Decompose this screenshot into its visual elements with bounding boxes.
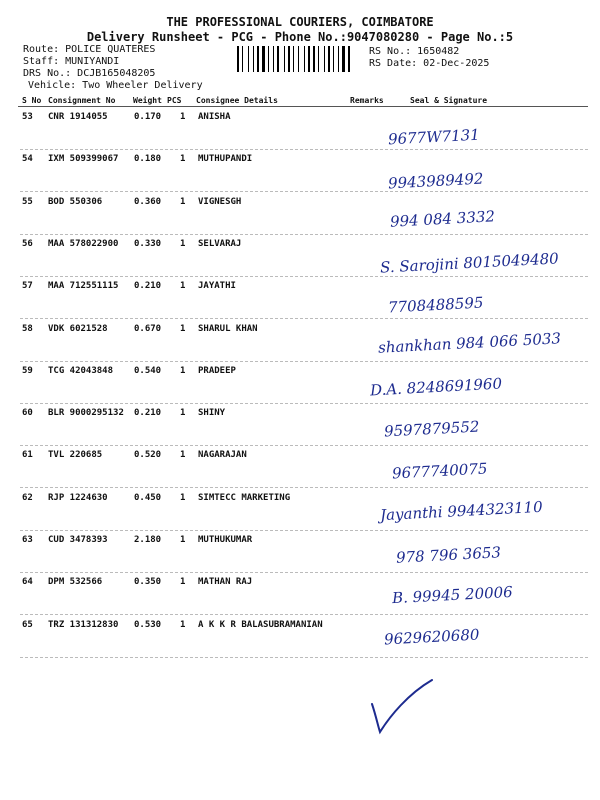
cell-weight: 0.210: [134, 408, 162, 419]
cell-consignee: PRADEEP: [198, 365, 236, 376]
cell-consignment: BLR 9000295132: [48, 408, 124, 419]
cell-pcs: 1: [180, 196, 186, 207]
cell-consignee: SHINY: [198, 408, 226, 419]
cell-consignee: JAYATHI: [198, 281, 236, 292]
handwritten-signature: D.A. 8248691960: [369, 374, 503, 400]
cell-sno: 53: [22, 112, 33, 122]
barcode-bar: [257, 46, 259, 72]
barcode-bar: [324, 46, 325, 72]
cell-sno: 62: [22, 492, 33, 503]
barcode-bar: [328, 46, 330, 72]
handwritten-signature: 9677W7131: [387, 125, 481, 149]
cell-consignment: MAA 578022900: [48, 238, 119, 249]
cell-weight: 0.520: [134, 450, 162, 461]
barcode-bar: [240, 46, 241, 72]
drs-number: DRS No.: DCJB165048205: [23, 68, 156, 79]
cell-consignee: SHARUL KHAN: [198, 323, 258, 334]
barcode-bar: [308, 46, 310, 72]
cell-weight: 0.670: [134, 323, 162, 334]
barcode-bar: [280, 46, 283, 72]
barcode-bar: [311, 46, 312, 72]
barcode-bar: [260, 46, 261, 72]
cell-consignee: NAGARAJAN: [198, 450, 247, 461]
cell-pcs: 1: [180, 577, 186, 588]
cell-consignment: DPM 532566: [48, 577, 103, 588]
barcode-bar: [250, 46, 252, 72]
table-row: [0, 277, 600, 319]
cell-sno: 54: [22, 154, 33, 165]
cell-sno: 59: [22, 365, 33, 376]
cell-weight: 0.450: [134, 492, 162, 503]
cell-consignee: SIMTECC MARKETING: [198, 492, 291, 503]
cell-sno: 63: [22, 535, 33, 545]
barcode-bar: [262, 46, 265, 72]
handwritten-signature: S. Sarojini 8015049480: [379, 249, 560, 277]
tick-mark-icon: [368, 676, 438, 736]
rs-date: RS Date: 02-Dec-2025: [369, 58, 490, 69]
cell-consignee: MUTHUKUMAR: [198, 535, 253, 545]
handwritten-signature: shankhan 984 066 5033: [377, 329, 562, 357]
handwritten-signature: 978 796 3653: [395, 543, 502, 567]
row-separator: [20, 657, 588, 658]
table-row: [0, 446, 600, 488]
barcode-bar: [340, 46, 341, 72]
cell-weight: 0.530: [134, 619, 162, 630]
handwritten-signature: B. 99945 20006: [391, 582, 514, 608]
cell-weight: 2.180: [134, 535, 162, 545]
barcode-bar: [288, 46, 290, 72]
cell-consignment: VDK 6021528: [48, 323, 108, 334]
barcode-bar: [300, 46, 303, 72]
cell-consignment: TCG 42043848: [48, 365, 114, 376]
col-header-consignment: Consignment No: [48, 96, 116, 105]
cell-consignee: SELVARAJ: [198, 238, 242, 249]
cell-consignment: IXM 509399067: [48, 154, 119, 165]
cell-consignee: VIGNESGH: [198, 196, 242, 207]
barcode-bar: [313, 46, 315, 72]
header-rule: [18, 106, 588, 107]
barcode-bar: [342, 46, 345, 72]
cell-consignment: TVL 220685: [48, 450, 103, 461]
table-row: [0, 150, 600, 192]
cell-sno: 61: [22, 450, 33, 461]
handwritten-signature: 9677740075: [391, 459, 488, 483]
barcode-bar: [348, 46, 350, 72]
barcode-bar: [320, 46, 323, 72]
cell-weight: 0.540: [134, 365, 162, 376]
barcode-bar: [318, 46, 319, 72]
barcode: [237, 46, 365, 72]
barcode-bar: [335, 46, 337, 72]
cell-consignment: CNR 1914055: [48, 112, 108, 122]
barcode-bar: [298, 46, 299, 72]
barcode-bar: [242, 46, 243, 72]
handwritten-signature: 9943989492: [387, 169, 484, 193]
barcode-bar: [273, 46, 274, 72]
barcode-bar: [304, 46, 305, 72]
cell-pcs: 1: [180, 154, 186, 165]
vehicle-label: Vehicle: Two Wheeler Delivery: [28, 80, 203, 91]
barcode-bar: [295, 46, 297, 72]
table-row: [0, 616, 600, 658]
barcode-bar: [306, 46, 307, 72]
barcode-bar: [326, 46, 327, 72]
barcode-bar: [291, 46, 292, 72]
barcode-bar: [253, 46, 254, 72]
table-row: [0, 193, 600, 235]
barcode-bar: [284, 46, 285, 72]
rs-number: RS No.: 1650482: [369, 46, 460, 57]
cell-consignee: MUTHUPANDI: [198, 154, 253, 165]
cell-pcs: 1: [180, 450, 186, 461]
cell-weight: 0.350: [134, 577, 162, 588]
col-header-seal: Seal & Signature: [410, 96, 488, 105]
handwritten-signature: 7708488595: [387, 293, 484, 317]
staff-label: Staff: MUNIYANDI: [23, 56, 120, 67]
col-header-weight: Weight: [133, 96, 162, 105]
barcode-bar: [331, 46, 332, 72]
route-label: Route: POLICE QUATERES: [23, 44, 156, 55]
cell-sno: 58: [22, 323, 33, 334]
cell-consignment: MAA 712551115: [48, 281, 119, 292]
cell-sno: 64: [22, 577, 33, 588]
table-row: [0, 531, 600, 573]
barcode-bar: [293, 46, 294, 72]
barcode-bar: [270, 46, 272, 72]
cell-consignee: ANISHA: [198, 112, 231, 122]
barcode-bar: [277, 46, 279, 72]
handwritten-signature: 9597879552: [383, 417, 480, 441]
barcode-bar: [286, 46, 287, 72]
col-header-pcs: PCS: [167, 96, 182, 105]
cell-consignment: BOD 550306: [48, 196, 103, 207]
handwritten-signature: 994 084 3332: [389, 207, 496, 231]
table-row: [0, 404, 600, 446]
barcode-bar: [244, 46, 247, 72]
table-row: [0, 362, 600, 404]
cell-pcs: 1: [180, 535, 186, 545]
cell-weight: 0.360: [134, 196, 162, 207]
cell-consignee: MATHAN RAJ: [198, 577, 253, 588]
cell-consignment: CUD 3478393: [48, 535, 108, 545]
cell-weight: 0.330: [134, 238, 162, 249]
cell-weight: 0.180: [134, 154, 162, 165]
cell-sno: 57: [22, 281, 33, 292]
table-row: [0, 108, 600, 150]
cell-consignment: TRZ 131312830: [48, 619, 119, 630]
cell-pcs: 1: [180, 323, 186, 334]
cell-sno: 56: [22, 238, 33, 249]
cell-weight: 0.210: [134, 281, 162, 292]
barcode-bar: [333, 46, 334, 72]
cell-pcs: 1: [180, 619, 186, 630]
barcode-bar: [316, 46, 317, 72]
barcode-bar: [268, 46, 269, 72]
cell-sno: 60: [22, 408, 33, 419]
cell-weight: 0.170: [134, 112, 162, 122]
cell-pcs: 1: [180, 281, 186, 292]
barcode-bar: [338, 46, 339, 72]
col-header-remarks: Remarks: [350, 96, 384, 105]
cell-pcs: 1: [180, 238, 186, 249]
barcode-bar: [346, 46, 347, 72]
col-header-sno: S No: [22, 96, 42, 105]
document-title: THE PROFESSIONAL COURIERS, COIMBATORE: [166, 15, 434, 29]
cell-pcs: 1: [180, 408, 186, 419]
barcode-bar: [237, 46, 239, 72]
cell-pcs: 1: [180, 492, 186, 503]
barcode-bar: [266, 46, 267, 72]
cell-sno: 55: [22, 196, 33, 207]
barcode-bar: [248, 46, 249, 72]
cell-consignment: RJP 1224630: [48, 492, 108, 503]
handwritten-signature: Jayanthi 9944323110: [379, 497, 544, 525]
cell-sno: 65: [22, 619, 33, 630]
barcode-bar: [275, 46, 276, 72]
cell-pcs: 1: [180, 112, 186, 122]
handwritten-signature: 9629620680: [383, 625, 480, 649]
col-header-consignee: Consignee Details: [196, 96, 278, 105]
cell-consignee: A K K R BALASUBRAMANIAN: [198, 619, 323, 630]
runsheet-subtitle: Delivery Runsheet - PCG - Phone No.:9047080280 - Page No.:5: [86, 30, 514, 44]
barcode-bar: [255, 46, 256, 72]
cell-pcs: 1: [180, 365, 186, 376]
